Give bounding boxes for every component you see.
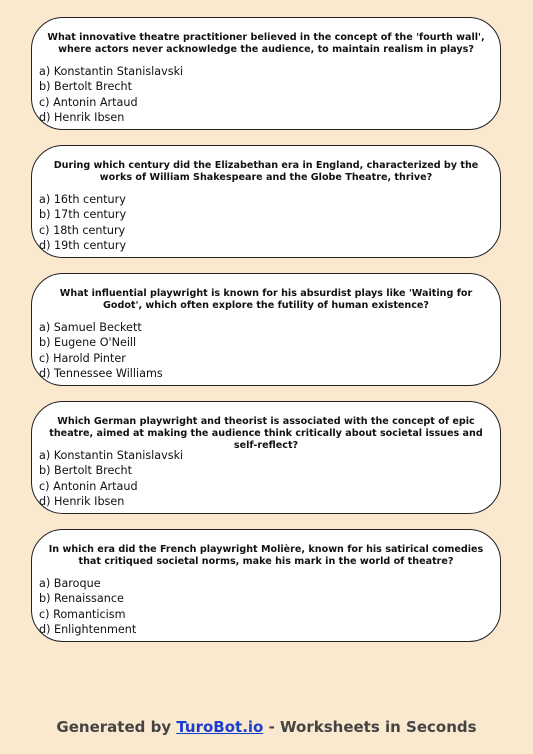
- question-card-4: [31, 401, 501, 514]
- option-a: a) Baroque: [39, 577, 101, 590]
- question-card-3: [31, 273, 501, 386]
- option-a: a) 16th century: [39, 193, 126, 206]
- option-c: c) Antonin Artaud: [39, 479, 138, 493]
- footer-prefix: Generated by: [56, 718, 177, 736]
- option-b: b) Renaissance: [39, 592, 124, 606]
- option-a: a) Konstantin Stanislavski: [39, 449, 184, 462]
- footer-suffix: - Worksheets in Seconds: [263, 718, 477, 736]
- question-text: What influential playwright is known for his absurdist plays like 'Waiting for Godot', which often explore the futility of human existence?: [59, 288, 473, 311]
- question-text: In which era did the French playwright Molière, known for his satirical comedies that critiqued societal norms, make his mark in the world of theatre?: [48, 544, 484, 567]
- question-card-2: [31, 145, 501, 258]
- option-d: d) Enlightenment: [39, 623, 137, 637]
- option-b: b) Bertolt Brecht: [39, 464, 133, 478]
- options-list: [39, 320, 163, 382]
- question-text: Which German playwright and theorist is associated with the concept of epic theatre, aimed at making the audience think critically about societal issues and self-reflect?: [49, 416, 483, 451]
- option-d: d) Tennessee Williams: [39, 367, 163, 381]
- question-card-1: [31, 17, 501, 130]
- options-list: [39, 64, 183, 126]
- options-list: [39, 448, 183, 510]
- option-d: d) Henrik Ibsen: [39, 111, 125, 125]
- options-list: [39, 576, 136, 638]
- option-c: c) Antonin Artaud: [39, 95, 138, 109]
- question-text: During which century did the Elizabethan era in England, characterized by the works of William Shakespeare and the Globe Theatre, thrive?: [53, 160, 479, 183]
- option-b: b) Bertolt Brecht: [39, 80, 133, 94]
- question-text: What innovative theatre practitioner believed in the concept of the 'fourth wall', where actors never acknowledge the audience, to maintain realism in plays?: [47, 32, 485, 55]
- option-c: c) 18th century: [39, 223, 126, 237]
- turobot-link[interactable]: TuroBot.io: [176, 718, 264, 736]
- option-b: b) Eugene O'Neill: [39, 336, 137, 350]
- option-b: b) 17th century: [39, 208, 127, 222]
- options-list: [39, 192, 126, 254]
- footer: [0, 718, 533, 736]
- option-a: a) Konstantin Stanislavski: [39, 65, 184, 78]
- option-c: c) Harold Pinter: [39, 351, 126, 365]
- option-a: a) Samuel Beckett: [39, 321, 142, 334]
- question-card-5: [31, 529, 501, 642]
- option-c: c) Romanticism: [39, 607, 126, 621]
- option-d: d) 19th century: [39, 239, 127, 253]
- option-d: d) Henrik Ibsen: [39, 495, 125, 509]
